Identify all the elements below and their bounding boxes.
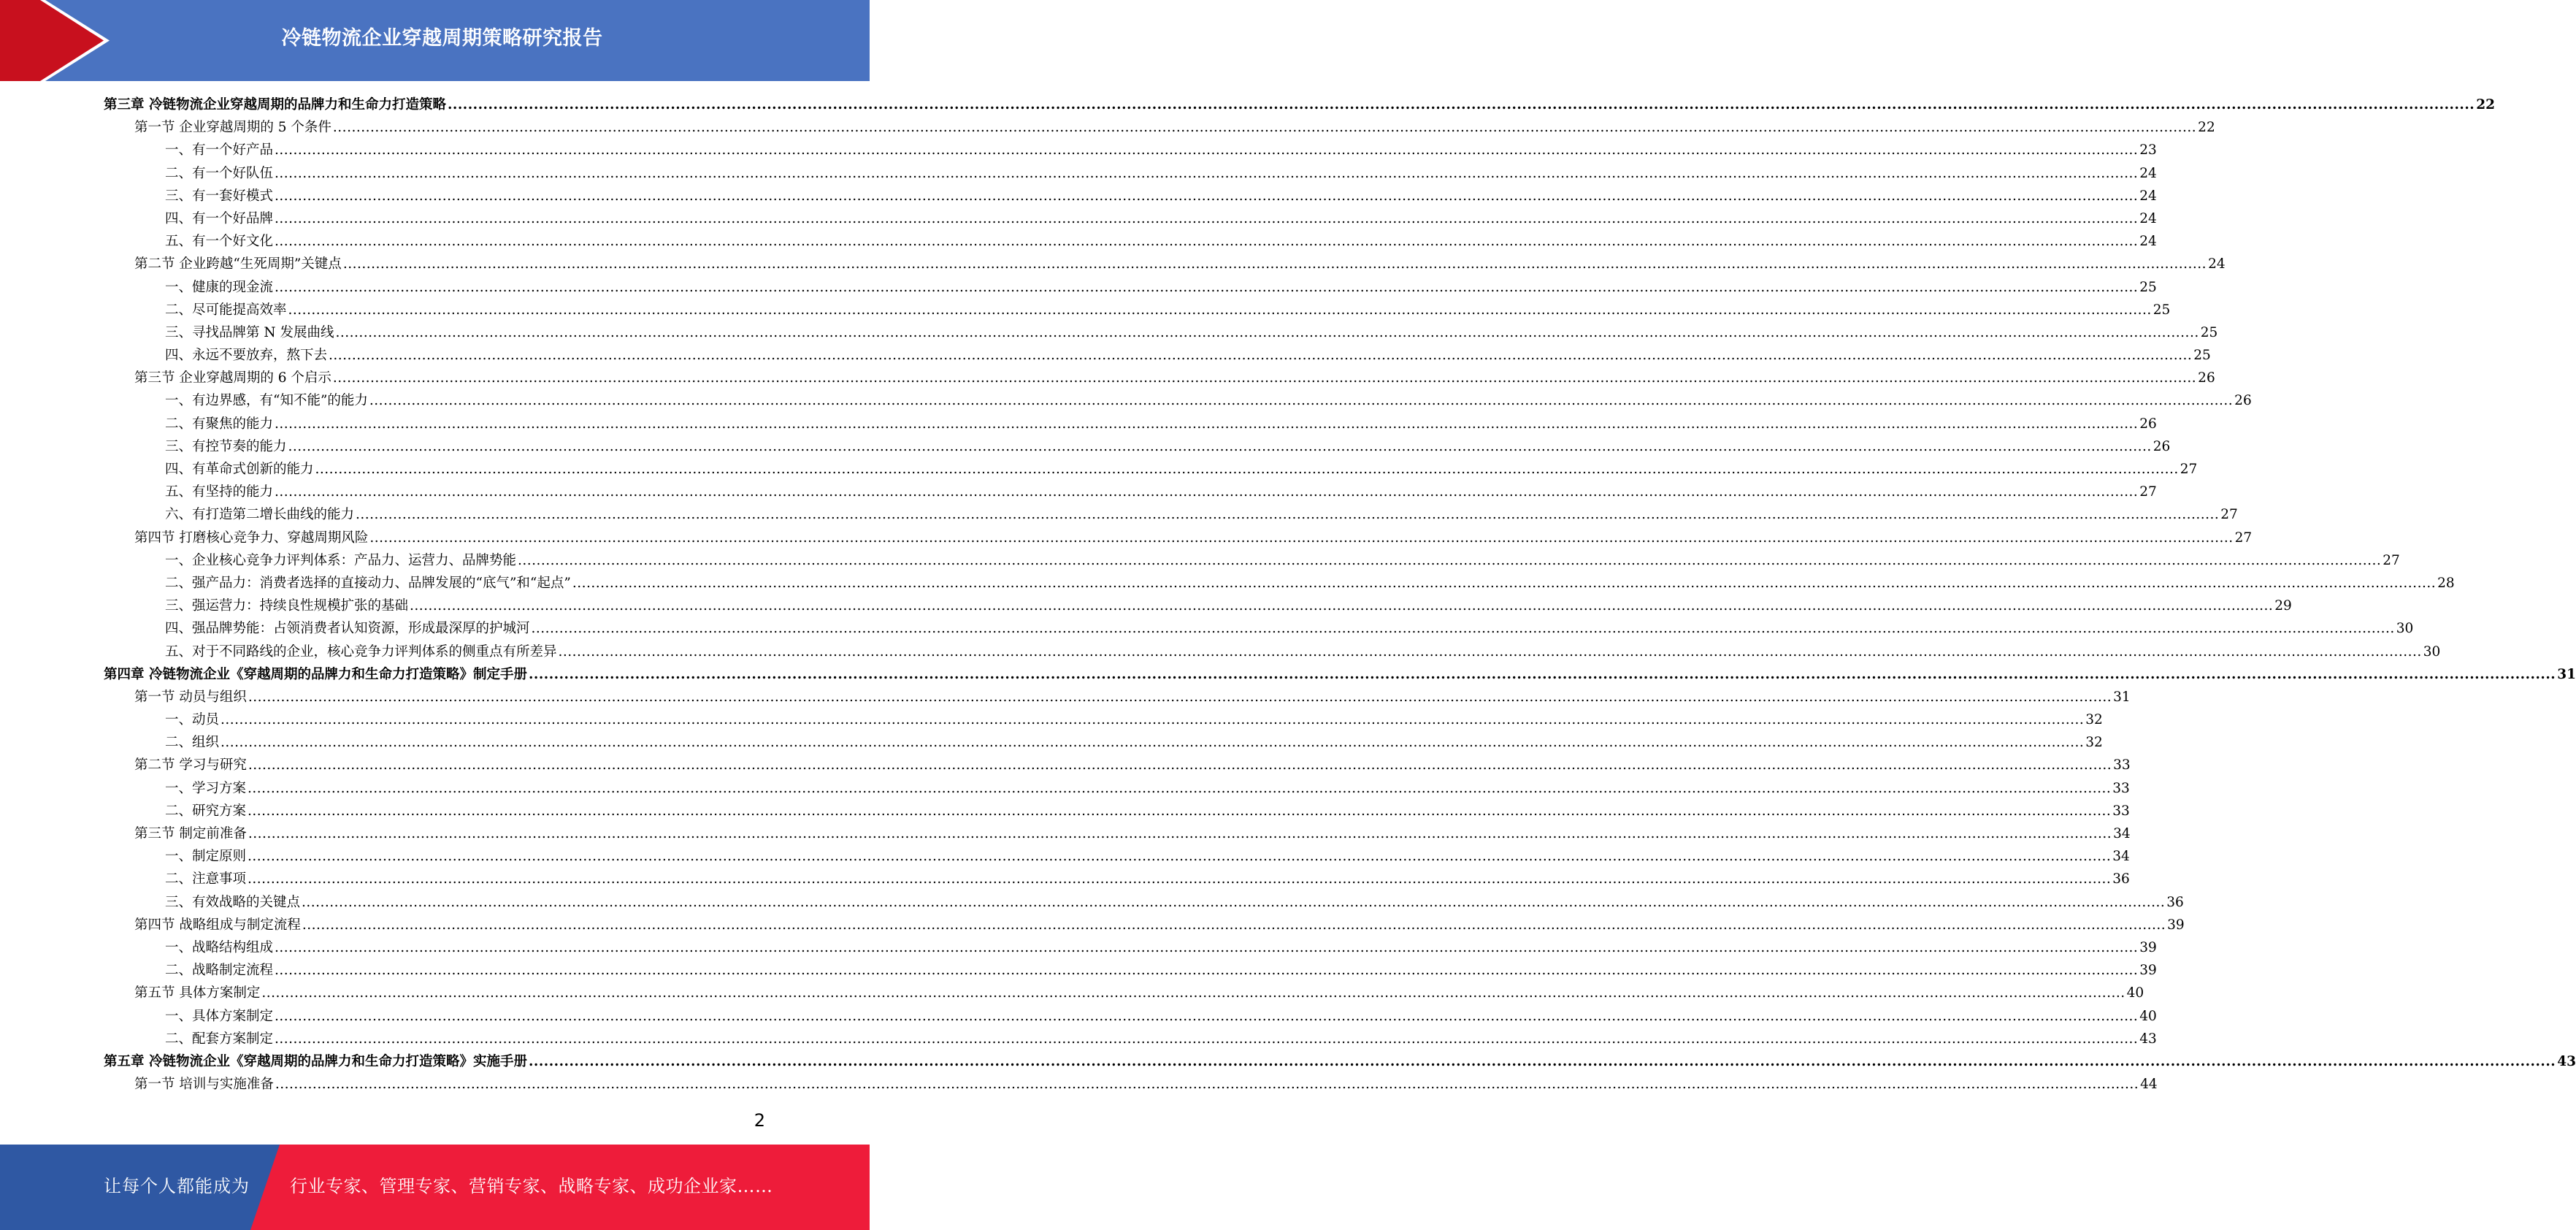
toc-subsection-entry[interactable] (104, 845, 2130, 868)
toc-dot-leader: ................................................................................................................................................................................................................................................................................................................................................................................................................ (275, 279, 2139, 295)
toc-entry-page: 27 (2234, 530, 2253, 546)
toc-dot-leader: ................................................................................................................................................................................................................................................................................................................................................................................................................ (248, 871, 2112, 887)
toc-subsection-entry[interactable] (104, 891, 2184, 914)
toc-subsection-entry[interactable] (104, 936, 2157, 959)
footer-slogan-right: 行业专家、管理专家、营销专家、战略专家、成功企业家…… (290, 1176, 773, 1196)
toc-entry-title: 二、注意事项 (165, 871, 247, 887)
toc-entry-title: 三、有一套好模式 (165, 188, 274, 204)
toc-subsection-entry[interactable] (104, 299, 2171, 321)
toc-subsection-entry[interactable] (104, 276, 2157, 299)
toc-entry-page: 33 (2112, 780, 2130, 796)
toc-section-entry[interactable] (104, 527, 2253, 549)
toc-entry-page: 34 (2112, 849, 2130, 865)
toc-dot-leader: ................................................................................................................................................................................................................................................................................................................................................................................................................ (332, 370, 2197, 386)
toc-entry-title: 三、寻找品牌第 N 发展曲线 (165, 324, 334, 340)
toc-subsection-entry[interactable] (104, 1005, 2157, 1028)
toc-entry-title: 一、动员 (165, 712, 220, 728)
toc-subsection-entry[interactable] (104, 185, 2157, 207)
toc-dot-leader: ................................................................................................................................................................................................................................................................................................................................................................................................................ (275, 1077, 2139, 1093)
toc-subsection-entry[interactable] (104, 139, 2157, 161)
toc-dot-leader: ................................................................................................................................................................................................................................................................................................................................................................................................................ (531, 621, 2395, 637)
toc-dot-leader: ................................................................................................................................................................................................................................................................................................................................................................................................................ (221, 712, 2085, 728)
toc-section-entry[interactable] (104, 754, 2131, 776)
toc-entry-title: 三、有效战略的关键点 (165, 894, 301, 910)
toc-subsection-entry[interactable] (104, 1028, 2157, 1050)
toc-entry-page: 31 (2113, 689, 2131, 705)
toc-section-entry[interactable] (104, 686, 2131, 708)
toc-entry-page: 27 (2220, 507, 2238, 523)
toc-chapter-entry[interactable] (104, 663, 2576, 686)
toc-subsection-entry[interactable] (104, 207, 2157, 230)
toc-entry-title: 四、有一个好品牌 (165, 210, 274, 226)
toc-dot-leader: ................................................................................................................................................................................................................................................................................................................................................................................................................ (248, 757, 2112, 773)
toc-subsection-entry[interactable] (104, 959, 2157, 982)
toc-entry-page: 25 (2153, 302, 2171, 318)
toc-dot-leader: ................................................................................................................................................................................................................................................................................................................................................................................................................ (335, 324, 2199, 340)
toc-entry-page: 32 (2085, 712, 2103, 728)
toc-dot-leader: ................................................................................................................................................................................................................................................................................................................................................................................................................ (248, 780, 2112, 796)
toc-entry-page: 39 (2139, 939, 2157, 955)
toc-section-entry[interactable] (104, 1073, 2158, 1096)
toc-entry-page: 24 (2208, 256, 2226, 272)
toc-entry-title: 三、强运营力：持续良性规模扩张的基础 (165, 598, 409, 614)
table-of-contents (104, 93, 2576, 1096)
toc-section-entry[interactable] (104, 822, 2131, 845)
toc-entry-title: 第一节 培训与实施准备 (134, 1077, 274, 1093)
toc-entry-page: 32 (2085, 735, 2103, 751)
toc-section-entry[interactable] (104, 253, 2226, 275)
toc-entry-title: 二、尽可能提高效率 (165, 302, 287, 318)
toc-entry-page: 40 (2139, 1008, 2157, 1024)
toc-dot-leader: ................................................................................................................................................................................................................................................................................................................................................................................................................ (528, 1053, 2556, 1069)
toc-entry-title: 二、战略制定流程 (165, 963, 274, 979)
toc-subsection-entry[interactable] (104, 549, 2400, 572)
toc-dot-leader: ................................................................................................................................................................................................................................................................................................................................................................................................................ (275, 188, 2139, 204)
toc-dot-leader: ................................................................................................................................................................................................................................................................................................................................................................................................................ (275, 1031, 2139, 1047)
toc-entry-page: 43 (2557, 1053, 2576, 1069)
toc-entry-title: 一、具体方案制定 (165, 1008, 274, 1024)
toc-entry-page: 24 (2139, 165, 2157, 181)
toc-subsection-entry[interactable] (104, 458, 2198, 481)
toc-entry-title: 一、战略结构组成 (165, 939, 274, 955)
toc-dot-leader: ................................................................................................................................................................................................................................................................................................................................................................................................................ (275, 939, 2139, 955)
toc-entry-page: 40 (2126, 985, 2144, 1001)
toc-entry-page: 26 (2198, 370, 2215, 386)
toc-entry-title: 第二节 企业跨越“生死周期”关键点 (134, 256, 342, 272)
toc-entry-page: 34 (2113, 826, 2131, 841)
toc-dot-leader: ................................................................................................................................................................................................................................................................................................................................................................................................................ (572, 575, 2437, 591)
toc-entry-title: 第一节 动员与组织 (134, 689, 247, 705)
toc-entry-page: 22 (2476, 97, 2495, 112)
report-title: 冷链物流企业穿越周期策略研究报告 (281, 27, 603, 50)
toc-entry-title: 三、有控节奏的能力 (165, 438, 287, 454)
toc-dot-leader: ................................................................................................................................................................................................................................................................................................................................................................................................................ (248, 849, 2112, 865)
toc-entry-title: 二、研究方案 (165, 803, 247, 819)
toc-dot-leader: ................................................................................................................................................................................................................................................................................................................................................................................................................ (275, 416, 2139, 432)
toc-entry-title: 二、强产品力：消费者选择的直接动力、品牌发展的“底气”和“起点” (165, 575, 571, 591)
toc-dot-leader: ................................................................................................................................................................................................................................................................................................................................................................................................................ (369, 393, 2234, 409)
toc-entry-title: 二、有聚焦的能力 (165, 416, 274, 432)
toc-subsection-entry[interactable] (104, 435, 2171, 458)
toc-entry-page: 27 (2180, 462, 2198, 477)
toc-subsection-entry[interactable] (104, 731, 2103, 754)
toc-entry-title: 五、对于不同路线的企业，核心竞争力评判体系的侧重点有所差异 (165, 643, 557, 660)
toc-entry-title: 第四节 战略组成与制定流程 (134, 917, 301, 933)
toc-dot-leader: ................................................................................................................................................................................................................................................................................................................................................................................................................ (518, 552, 2382, 568)
toc-dot-leader: ................................................................................................................................................................................................................................................................................................................................................................................................................ (261, 985, 2125, 1001)
toc-entry-title: 二、配套方案制定 (165, 1031, 274, 1047)
toc-section-entry[interactable] (104, 914, 2185, 936)
page-header (0, 0, 870, 81)
toc-entry-page: 36 (2112, 871, 2130, 887)
toc-entry-page: 24 (2139, 188, 2157, 204)
toc-entry-page: 26 (2153, 438, 2171, 454)
toc-entry-title: 一、健康的现金流 (165, 279, 274, 295)
toc-subsection-entry[interactable] (104, 777, 2130, 800)
toc-entry-page: 43 (2139, 1031, 2157, 1047)
toc-section-entry[interactable] (104, 367, 2215, 389)
toc-subsection-entry[interactable] (104, 230, 2157, 253)
toc-entry-title: 第五节 具体方案制定 (134, 985, 261, 1001)
toc-dot-leader: ................................................................................................................................................................................................................................................................................................................................................................................................................ (288, 438, 2152, 454)
toc-entry-page: 30 (2423, 643, 2441, 660)
toc-subsection-entry[interactable] (104, 162, 2157, 185)
toc-entry-page: 25 (2193, 348, 2211, 364)
toc-dot-leader: ................................................................................................................................................................................................................................................................................................................................................................................................................ (275, 234, 2139, 250)
toc-entry-page: 28 (2437, 575, 2455, 591)
toc-dot-leader: ................................................................................................................................................................................................................................................................................................................................................................................................................ (275, 1008, 2139, 1024)
toc-entry-title: 四、强品牌势能：占领消费者认知资源，形成最深厚的护城河 (165, 621, 530, 637)
toc-entry-page: 39 (2139, 963, 2157, 979)
toc-dot-leader: ................................................................................................................................................................................................................................................................................................................................................................................................................ (248, 689, 2112, 705)
toc-entry-page: 24 (2139, 234, 2157, 250)
toc-section-entry[interactable] (104, 116, 2215, 139)
toc-dot-leader: ................................................................................................................................................................................................................................................................................................................................................................................................................ (275, 963, 2139, 979)
toc-dot-leader: ................................................................................................................................................................................................................................................................................................................................................................................................................ (248, 803, 2112, 819)
toc-entry-page: 44 (2140, 1077, 2158, 1093)
toc-dot-leader: ................................................................................................................................................................................................................................................................................................................................................................................................................ (302, 917, 2166, 933)
toc-entry-title: 五、有坚持的能力 (165, 484, 274, 500)
toc-subsection-entry[interactable] (104, 389, 2252, 412)
toc-dot-leader: ................................................................................................................................................................................................................................................................................................................................................................................................................ (369, 530, 2234, 546)
toc-entry-page: 36 (2166, 894, 2184, 910)
toc-subsection-entry[interactable] (104, 413, 2157, 435)
toc-subsection-entry[interactable] (104, 572, 2455, 595)
toc-dot-leader: ................................................................................................................................................................................................................................................................................................................................................................................................................ (558, 643, 2422, 660)
toc-entry-page: 26 (2234, 393, 2252, 409)
toc-entry-title: 第四节 打磨核心竞争力、穿越周期风险 (134, 530, 369, 546)
toc-entry-title: 第一节 企业穿越周期的 5 个条件 (134, 120, 331, 136)
toc-entry-title: 一、有一个好产品 (165, 142, 274, 158)
toc-subsection-entry[interactable] (104, 800, 2130, 822)
toc-dot-leader: ................................................................................................................................................................................................................................................................................................................................................................................................................ (329, 348, 2193, 364)
toc-dot-leader: ................................................................................................................................................................................................................................................................................................................................................................................................................ (221, 735, 2085, 751)
toc-entry-page: 31 (2557, 666, 2576, 682)
toc-entry-title: 四、永远不要放弃，熬下去 (165, 348, 328, 364)
toc-entry-title: 一、有边界感，有“知不能”的能力 (165, 393, 368, 409)
toc-dot-leader: ................................................................................................................................................................................................................................................................................................................................................................................................................ (410, 598, 2274, 614)
toc-entry-title: 第四章 冷链物流企业《穿越周期的品牌力和生命力打造策略》制定手册 (104, 666, 527, 682)
toc-dot-leader: ................................................................................................................................................................................................................................................................................................................................................................................................................ (315, 462, 2179, 477)
toc-entry-page: 24 (2139, 210, 2157, 226)
page-number: 2 (754, 1110, 765, 1131)
toc-entry-page: 33 (2113, 757, 2131, 773)
toc-dot-leader: ................................................................................................................................................................................................................................................................................................................................................................................................................ (275, 210, 2139, 226)
toc-subsection-entry[interactable] (104, 641, 2441, 663)
toc-entry-page: 27 (2383, 552, 2400, 568)
toc-dot-leader: ................................................................................................................................................................................................................................................................................................................................................................................................................ (332, 120, 2197, 136)
toc-dot-leader: ................................................................................................................................................................................................................................................................................................................................................................................................................ (528, 666, 2556, 682)
toc-entry-title: 一、学习方案 (165, 780, 247, 796)
toc-entry-page: 22 (2198, 120, 2215, 136)
toc-section-entry[interactable] (104, 982, 2144, 1004)
toc-entry-title: 第三节 制定前准备 (134, 826, 247, 841)
footer-slogan-left: 让每个人都能成为 (104, 1176, 250, 1196)
toc-entry-title: 第二节 学习与研究 (134, 757, 247, 773)
toc-subsection-entry[interactable] (104, 595, 2292, 617)
toc-dot-leader: ................................................................................................................................................................................................................................................................................................................................................................................................................ (275, 142, 2139, 158)
toc-entry-title: 第五章 冷链物流企业《穿越周期的品牌力和生命力打造策略》实施手册 (104, 1053, 527, 1069)
toc-entry-page: 33 (2112, 803, 2130, 819)
toc-dot-leader: ................................................................................................................................................................................................................................................................................................................................................................................................................ (342, 256, 2207, 272)
toc-subsection-entry[interactable] (104, 617, 2414, 640)
page-footer (0, 1145, 870, 1230)
toc-entry-title: 六、有打造第二增长曲线的能力 (165, 507, 355, 523)
toc-dot-leader: ................................................................................................................................................................................................................................................................................................................................................................................................................ (302, 894, 2166, 910)
toc-dot-leader: ................................................................................................................................................................................................................................................................................................................................................................................................................ (288, 302, 2152, 318)
toc-entry-title: 二、有一个好队伍 (165, 165, 274, 181)
toc-subsection-entry[interactable] (104, 708, 2103, 731)
toc-subsection-entry[interactable] (104, 321, 2218, 344)
toc-subsection-entry[interactable] (104, 868, 2130, 890)
toc-entry-title: 二、组织 (165, 735, 220, 751)
toc-entry-page: 29 (2274, 598, 2292, 614)
toc-dot-leader: ................................................................................................................................................................................................................................................................................................................................................................................................................ (447, 97, 2475, 112)
toc-chapter-entry[interactable] (104, 93, 2495, 116)
toc-entry-title: 一、企业核心竞争力评判体系：产品力、运营力、品牌势能 (165, 552, 517, 568)
toc-dot-leader: ................................................................................................................................................................................................................................................................................................................................................................................................................ (248, 826, 2112, 841)
toc-dot-leader: ................................................................................................................................................................................................................................................................................................................................................................................................................ (275, 484, 2139, 500)
toc-entry-page: 30 (2396, 621, 2414, 637)
toc-subsection-entry[interactable] (104, 503, 2238, 526)
toc-entry-title: 一、制定原则 (165, 849, 247, 865)
toc-entry-page: 25 (2200, 324, 2218, 340)
toc-entry-page: 27 (2139, 484, 2157, 500)
toc-entry-page: 25 (2139, 279, 2157, 295)
toc-entry-page: 39 (2167, 917, 2185, 933)
toc-entry-page: 23 (2139, 142, 2157, 158)
toc-dot-leader: ................................................................................................................................................................................................................................................................................................................................................................................................................ (275, 165, 2139, 181)
toc-subsection-entry[interactable] (104, 344, 2211, 367)
toc-dot-leader: ................................................................................................................................................................................................................................................................................................................................................................................................................ (356, 507, 2220, 523)
toc-entry-title: 四、有革命式创新的能力 (165, 462, 314, 477)
toc-subsection-entry[interactable] (104, 481, 2157, 503)
toc-chapter-entry[interactable] (104, 1050, 2576, 1073)
toc-entry-title: 第三章 冷链物流企业穿越周期的品牌力和生命力打造策略 (104, 97, 446, 112)
toc-entry-title: 第三节 企业穿越周期的 6 个启示 (134, 370, 331, 386)
toc-entry-title: 五、有一个好文化 (165, 234, 274, 250)
toc-entry-page: 26 (2139, 416, 2157, 432)
